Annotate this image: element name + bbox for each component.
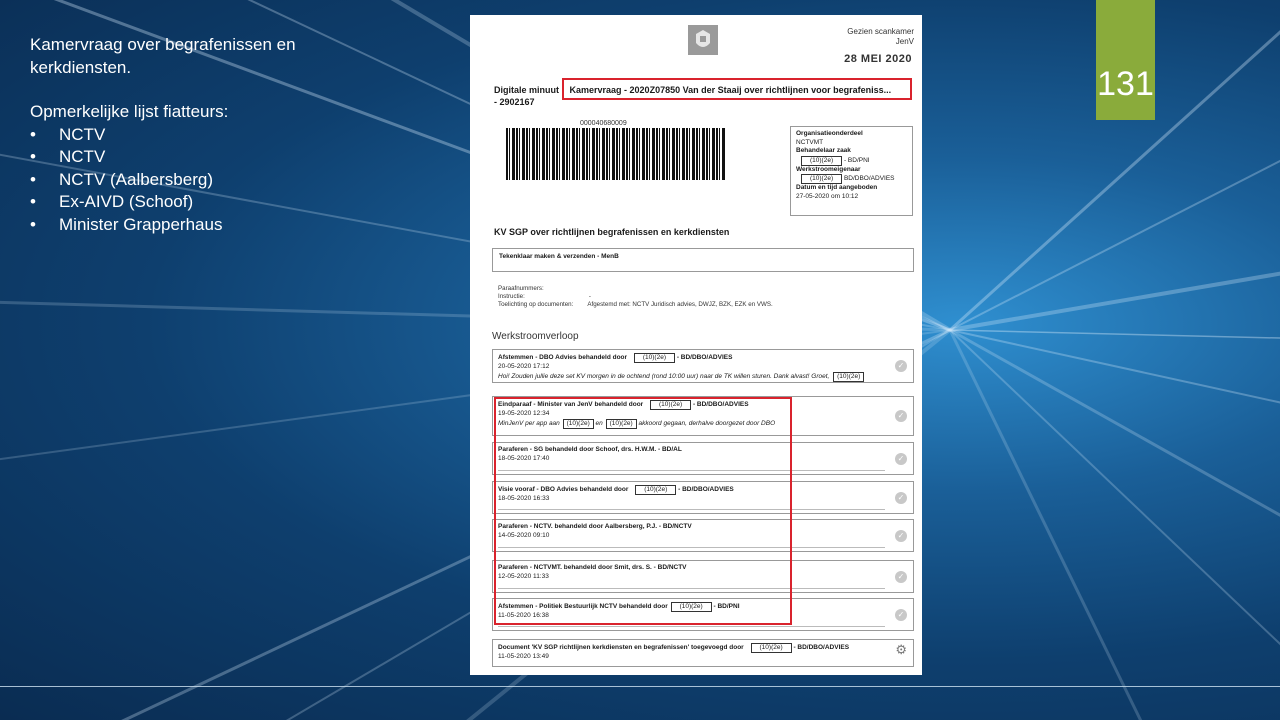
list-item: • Minister Grapperhaus [30, 214, 375, 237]
highlight-box-title [562, 78, 912, 100]
bottom-divider [0, 686, 1280, 687]
fiatteurs-list [30, 124, 375, 237]
werkstroom-heading: Werkstroomverloop [492, 331, 579, 342]
step-title: Paraferen - NCTVMT. behandeld door Smit, drs. S. - BD/NCTV [498, 564, 687, 571]
list-item: • NCTV [30, 146, 375, 169]
org-info-box [790, 126, 913, 216]
step-suffix: - BD/DBO/ADVIES [676, 354, 733, 361]
scan-stamp [847, 27, 914, 47]
param-toelichting-value: Afgestemd met: NCTV Juridisch advies, DWJZ, BZK, EZK en VWS. [587, 301, 773, 308]
scan-date: 28 MEI 2020 [844, 53, 912, 65]
check-icon: ✓ [895, 609, 907, 621]
step-note: Hoi! Zouden jullie deze set KV morgen in de ochtend (rond 10:00 uur) naar de TK willen sturen. Dank alvast! Groet, [498, 372, 830, 380]
redaction-badge: (10)(2e) [801, 174, 842, 184]
step-title: Eindparaaf - Minister van JenV behandeld door [498, 401, 644, 408]
param-instructie: Instructie: [498, 293, 525, 300]
redaction-badge: (10)(2e) [634, 353, 675, 363]
slide-title-line1: Kamervraag over begrafenissen en [30, 35, 296, 54]
slide-title-line2: kerkdiensten. [30, 57, 132, 77]
tekenklaar-box: Tekenklaar maken & verzenden - MenB [492, 248, 914, 272]
redaction-badge: (10)(2e) [606, 419, 637, 429]
list-heading: Opmerkelijke lijst fiatteurs: [30, 102, 229, 121]
list-item: • NCTV (Aalbersberg) [30, 169, 375, 192]
org-value: NCTVMT [796, 138, 824, 146]
check-icon: ✓ [895, 530, 907, 542]
step-date: 11-05-2020 16:38 [498, 612, 549, 619]
workflow-step [492, 349, 914, 383]
document-added-row [492, 639, 914, 667]
eigenaar-label: Werkstroomeigenaar [796, 165, 861, 173]
redaction-badge: (10)(2e) [650, 400, 691, 410]
slide-number: 131 [1096, 0, 1155, 120]
check-icon: ✓ [895, 492, 907, 504]
list-item: • NCTV [30, 124, 375, 147]
barcode-number: 000040680009 [580, 120, 627, 127]
step-suffix: - BD/PNI [713, 603, 740, 610]
step-title: Afstemmen - DBO Advies behandeld door [498, 354, 628, 361]
document-date: 11-05-2020 13:49 [498, 653, 549, 660]
redaction-badge: (10)(2e) [833, 372, 864, 382]
step-title: Visie vooraf - DBO Advies behandeld door [498, 486, 629, 493]
crest-icon [688, 25, 718, 55]
step-title: Paraferen - NCTV. behandeld door Aalbersberg, P.J. - BD/NCTV [498, 523, 692, 530]
step-date: 14-05-2020 09:10 [498, 531, 550, 539]
step-date: 20-05-2020 17:12 [498, 363, 550, 370]
redaction-badge: (10)(2e) [801, 156, 842, 166]
param-instructie-value: - [588, 293, 591, 300]
step-date: 12-05-2020 11:33 [498, 572, 549, 580]
behandelaar-suffix: - BD/PNI [843, 156, 870, 164]
step-date: 18-05-2020 17:40 [498, 454, 550, 462]
step-date: 18-05-2020 16:33 [498, 495, 550, 502]
slide-text [30, 34, 375, 236]
param-paraaf: Paraafnummers: [498, 285, 544, 292]
minute-label: Digitale minuut [494, 85, 559, 95]
params-block [498, 285, 773, 309]
check-icon: ✓ [895, 571, 907, 583]
datum-value: 27-05-2020 om 10:12 [796, 192, 859, 200]
datum-label: Datum en tijd aangeboden [796, 184, 878, 191]
check-icon: ✓ [895, 410, 907, 422]
step-title: Afstemmen - Politiek Bestuurlijk NCTV behandeld door [498, 603, 668, 610]
step-suffix: - BD/DBO/ADVIES [692, 401, 749, 408]
step-note: en [595, 419, 603, 427]
org-label: Organisatieonderdeel [796, 130, 863, 137]
behandelaar-label: Behandelaar zaak [796, 147, 851, 154]
scan-line2: JenV [895, 37, 914, 46]
document-line: Document 'KV SGP richtlijnen kerkdiensten en begrafenissen' toegevoegd door [498, 644, 744, 651]
check-icon: ✓ [895, 453, 907, 465]
step-note: MinJenV per app aan [498, 419, 560, 427]
minute-title: Kamervraag - 2020Z07850 Van der Staaij over richtlijnen voor begrafeniss... [569, 85, 892, 95]
redaction-badge: (10)(2e) [563, 419, 594, 429]
minute-id: - 2902167 [494, 97, 535, 107]
list-item: • Ex-AIVD (Schoof) [30, 191, 375, 214]
step-date: 19-05-2020 12:34 [498, 410, 550, 417]
step-title: Paraferen - SG behandeld door Schoof, drs. H.W.M. - BD/AL [498, 446, 682, 453]
scanned-document [470, 15, 922, 675]
check-icon: ✓ [895, 360, 907, 372]
kv-title: KV SGP over richtlijnen begrafenissen en kerkdiensten [494, 227, 730, 237]
scan-line1: Gezien scankamer [847, 27, 914, 36]
document-suffix: - BD/DBO/ADVIES [793, 644, 850, 651]
step-suffix: - BD/DBO/ADVIES [678, 486, 734, 493]
redaction-badge: (10)(2e) [671, 602, 712, 612]
param-toelichting: Toelichting op documenten: [498, 301, 574, 308]
gear-icon: ⚙ [895, 642, 907, 657]
eigenaar-suffix: BD/DBO/ADVIES [843, 175, 895, 182]
redaction-badge: (10)(2e) [635, 485, 676, 495]
redaction-badge: (10)(2e) [751, 643, 792, 653]
step-note: akkoord gegaan, derhalve doorgezet door DBO [638, 419, 776, 427]
highlight-box-steps [494, 397, 792, 625]
barcode [506, 128, 726, 180]
